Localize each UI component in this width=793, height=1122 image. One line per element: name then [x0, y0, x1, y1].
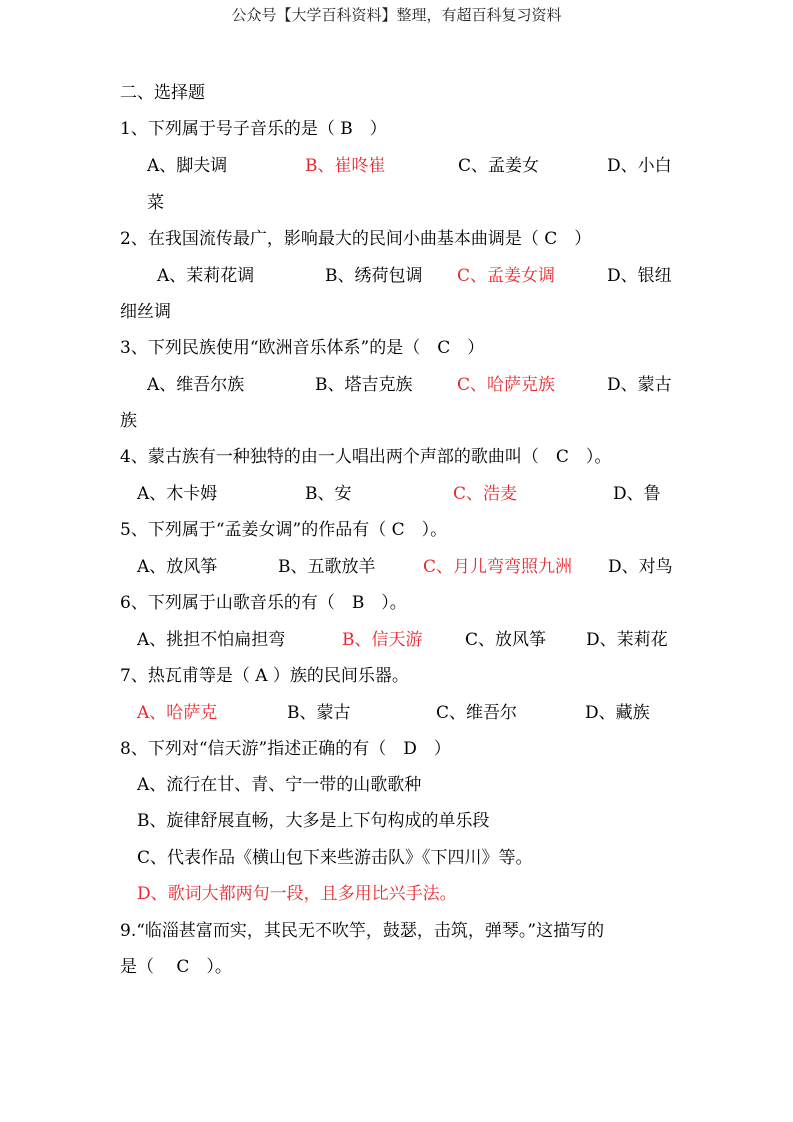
section-title: 二、选择题 — [120, 83, 205, 103]
question-stem-9: 9.“临淄甚富而实，其民无不吹竽，鼓瑟，击筑，弹琴。”这描写的 — [120, 921, 605, 941]
q8-option-d-answer: D、歌词大都两句一段，且多用比兴手法。 — [137, 884, 457, 904]
q9-continuation: 是（ C ）。 — [120, 957, 232, 977]
q7-option-a-answer: A、哈萨克 — [137, 703, 218, 723]
question-stem-7: 7、热瓦甫等是（ A ）族的民间乐器。 — [120, 666, 409, 686]
q6-option-c: C、放风筝 — [465, 630, 547, 650]
q7-option-b: B、蒙古 — [287, 703, 351, 723]
q4-option-d: D、鲁 — [613, 484, 661, 504]
question-stem-8: 8、下列对“信天游”指述正确的有（ D ） — [120, 739, 451, 759]
q2-option-d: D、银纽 — [607, 266, 672, 286]
q1-option-d: D、小白 — [607, 156, 672, 176]
q6-option-d: D、茉莉花 — [586, 630, 668, 650]
q3-option-a: A、维吾尔族 — [147, 375, 245, 395]
q6-option-a: A、挑担不怕扁担弯 — [137, 630, 286, 650]
question-stem-3: 3、下列民族使用“欧洲音乐体系”的是（ C ） — [120, 338, 485, 358]
q5-option-a: A、放风筝 — [137, 557, 218, 577]
q5-option-c-answer: C、月儿弯弯照九洲 — [423, 557, 573, 577]
question-stem-6: 6、下列属于山歌音乐的有（ B ）。 — [120, 593, 407, 613]
q1-continuation: 菜 — [147, 193, 164, 213]
q2-continuation: 细丝调 — [120, 302, 171, 322]
q3-option-c-answer: C、哈萨克族 — [457, 375, 556, 395]
q3-option-d: D、蒙古 — [607, 375, 672, 395]
q8-option-c: C、代表作品《横山包下来些游击队》《下四川》等。 — [137, 848, 533, 868]
q8-option-b: B、旋律舒展直畅，大多是上下句构成的单乐段 — [137, 811, 490, 831]
q5-option-d: D、对鸟 — [608, 557, 673, 577]
question-stem-4: 4、蒙古族有一种独特的由一人唱出两个声部的歌曲叫（ C ）。 — [120, 447, 612, 467]
q2-option-c-answer: C、孟姜女调 — [457, 266, 556, 286]
q3-continuation: 族 — [120, 411, 137, 431]
q1-option-b-answer: B、崔咚崔 — [305, 156, 386, 176]
q4-option-c-answer: C、浩麦 — [453, 484, 518, 504]
question-stem-5: 5、下列属于“孟姜女调”的作品有（ C ）。 — [120, 520, 448, 540]
question-stem-2: 2、在我国流传最广，影响最大的民间小曲基本曲调是（ C ） — [120, 229, 592, 249]
q6-option-b-answer: B、信天游 — [342, 630, 423, 650]
q7-option-c: C、维吾尔 — [436, 703, 518, 723]
q4-option-b: B、安 — [305, 484, 352, 504]
q8-option-a: A、流行在甘、青、宁一带的山歌歌种 — [137, 775, 422, 795]
q7-option-d: D、藏族 — [585, 703, 650, 723]
q2-option-a: A、茉莉花调 — [157, 266, 255, 286]
q1-option-a: A、脚夫调 — [147, 156, 228, 176]
q4-option-a: A、木卡姆 — [137, 484, 218, 504]
question-stem-1: 1、下列属于号子音乐的是（ B ） — [120, 119, 387, 139]
q3-option-b: B、塔吉克族 — [315, 375, 413, 395]
q2-option-b: B、绣荷包调 — [325, 266, 423, 286]
q5-option-b: B、五歌放羊 — [278, 557, 376, 577]
q1-option-c: C、孟姜女 — [458, 156, 540, 176]
page-header: 公众号【大学百科资料】整理，有超百科复习资料 — [231, 6, 562, 24]
